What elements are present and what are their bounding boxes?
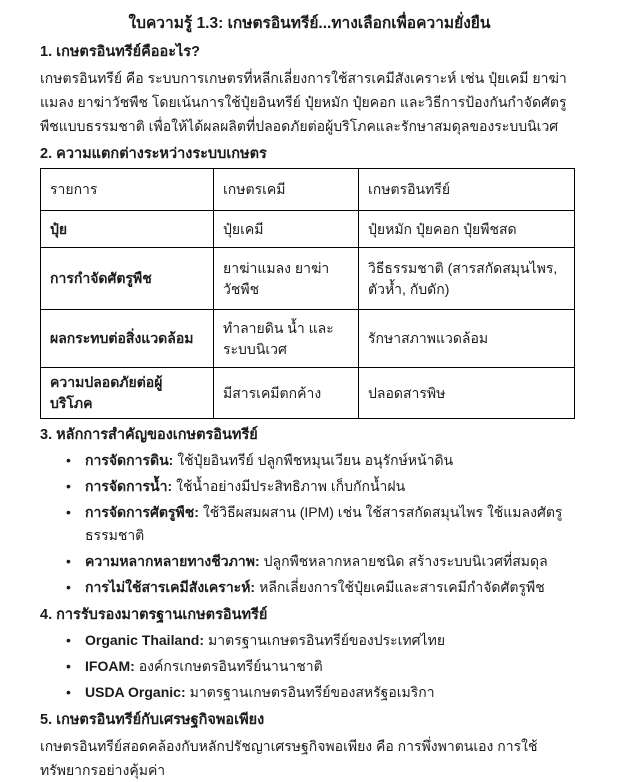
- table-row: [41, 211, 575, 248]
- table-cell: ความปลอดภัยต่อผู้บริโภค: [41, 368, 214, 419]
- table-row: [41, 368, 575, 419]
- bullet-term: การจัดการน้ำ:: [85, 478, 173, 494]
- bullet-text: มาตรฐานเกษตรอินทรีย์ของสหรัฐอเมริกา: [189, 684, 435, 700]
- bullet-text: ใช้วิธีผสมผสาน (IPM) เช่น ใช้สารสกัดสมุนไพร ใช้แมลงศัตรูธรรมชาติ: [85, 504, 563, 543]
- table-header-chemical: เกษตรเคมี: [214, 169, 359, 211]
- table-cell: ยาฆ่าแมลง ยาฆ่าวัชพืช: [214, 248, 359, 310]
- section-3-heading: 3. หลักการสำคัญของเกษตรอินทรีย์: [40, 427, 258, 443]
- section-5-heading: 5. เกษตรอินทรีย์กับเศรษฐกิจพอเพียง: [40, 712, 265, 728]
- section-1-heading: 1. เกษตรอินทรีย์คืออะไร?: [40, 44, 200, 60]
- bullet-text: ปลูกพืชหลากหลายชนิด สร้างระบบนิเวศที่สมดุล: [263, 553, 548, 569]
- bullet-term: การไม่ใช้สารเคมีสังเคราะห์:: [85, 579, 256, 595]
- list-item: [66, 501, 579, 547]
- table-cell: รักษาสภาพแวดล้อม: [359, 310, 575, 368]
- table-header-item: รายการ: [41, 169, 214, 211]
- list-item: [66, 681, 579, 704]
- list-item: [66, 550, 579, 573]
- principles-list: [40, 449, 579, 599]
- table-cell: ผลกระทบต่อสิ่งแวดล้อม: [41, 310, 214, 368]
- table-cell: ปุ๋ยหมัก ปุ๋ยคอก ปุ๋ยพืชสด: [359, 211, 575, 248]
- section-sufficiency-economy: [40, 710, 579, 782]
- table-header-organic: เกษตรอินทรีย์: [359, 169, 575, 211]
- bullet-term: USDA Organic:: [85, 684, 186, 700]
- bullet-text: ใช้น้ำอย่างมีประสิทธิภาพ เก็บกักน้ำฝน: [176, 478, 406, 494]
- bullet-term: ความหลากหลายทางชีวภาพ:: [85, 553, 260, 569]
- table-row: [41, 310, 575, 368]
- table-cell: วิธีธรรมชาติ (สารสกัดสมุนไพร, ตัวห้ำ, กับดัก): [359, 248, 575, 310]
- section-certification-standards: [40, 605, 579, 704]
- bullet-text: หลีกเลี่ยงการใช้ปุ๋ยเคมีและสารเคมีกำจัดศัตรูพืช: [259, 579, 545, 595]
- section-key-principles: [40, 425, 579, 599]
- table-cell: มีสารเคมีตกค้าง: [214, 368, 359, 419]
- page-title: ใบความรู้ 1.3: เกษตรอินทรีย์...ทางเลือกเพื่อความยั่งยืน: [128, 15, 491, 32]
- list-item: [66, 576, 579, 599]
- section-system-differences: [40, 144, 579, 419]
- bullet-text: องค์กรเกษตรอินทรีย์นานาชาติ: [138, 658, 323, 674]
- list-item: [66, 629, 579, 652]
- bullet-text: มาตรฐานเกษตรอินทรีย์ของประเทศไทย: [208, 632, 446, 648]
- bullet-term: IFOAM:: [85, 658, 135, 674]
- comparison-table: [40, 168, 575, 419]
- list-item: [66, 475, 579, 498]
- list-item: [66, 449, 579, 472]
- table-cell: ทำลายดิน น้ำ และระบบนิเวศ: [214, 310, 359, 368]
- bullet-term: Organic Thailand:: [85, 632, 205, 648]
- bullet-text: ใช้ปุ๋ยอินทรีย์ ปลูกพืชหมุนเวียน อนุรักษ์หน้าดิน: [177, 452, 454, 468]
- section-what-is-organic: [40, 42, 579, 138]
- bullet-term: การจัดการศัตรูพืช:: [85, 504, 199, 520]
- table-cell: ปุ๋ยเคมี: [214, 211, 359, 248]
- section-1-paragraph: เกษตรอินทรีย์ คือ ระบบการเกษตรที่หลีกเลี่ยงการใช้สารเคมีสังเคราะห์ เช่น ปุ๋ยเคมี ยาฆ่าแมลง ยาฆ่าวัชพืช โดยเน้นการใช้ปุ๋ยอินทรีย์ ปุ๋ยหมัก ปุ๋ยคอก และวิธีการป้องกันกำจัดศัตรูพืชแบบธรรมชาติ เพื่อให้ได้ผลผลิตที่ปลอดภัยต่อผู้บริโภคและรักษาสมดุลของระบบนิเวศ: [40, 70, 567, 134]
- standards-list: [40, 629, 579, 704]
- section-4-heading: 4. การรับรองมาตรฐานเกษตรอินทรีย์: [40, 607, 268, 623]
- table-row: [41, 248, 575, 310]
- table-cell: ปุ๋ย: [41, 211, 214, 248]
- section-2-heading: 2. ความแตกต่างระหว่างระบบเกษตร: [40, 146, 267, 162]
- table-cell: การกำจัดศัตรูพืช: [41, 248, 214, 310]
- section-5-paragraph: เกษตรอินทรีย์สอดคล้องกับหลักปรัชญาเศรษฐกิจพอเพียง คือ การพึ่งพาตนเอง การใช้ทรัพยากรอย่างคุ้มค่า: [40, 738, 538, 778]
- table-header-row: [41, 169, 575, 211]
- list-item: [66, 655, 579, 678]
- table-cell: ปลอดสารพิษ: [359, 368, 575, 419]
- bullet-term: การจัดการดิน:: [85, 452, 174, 468]
